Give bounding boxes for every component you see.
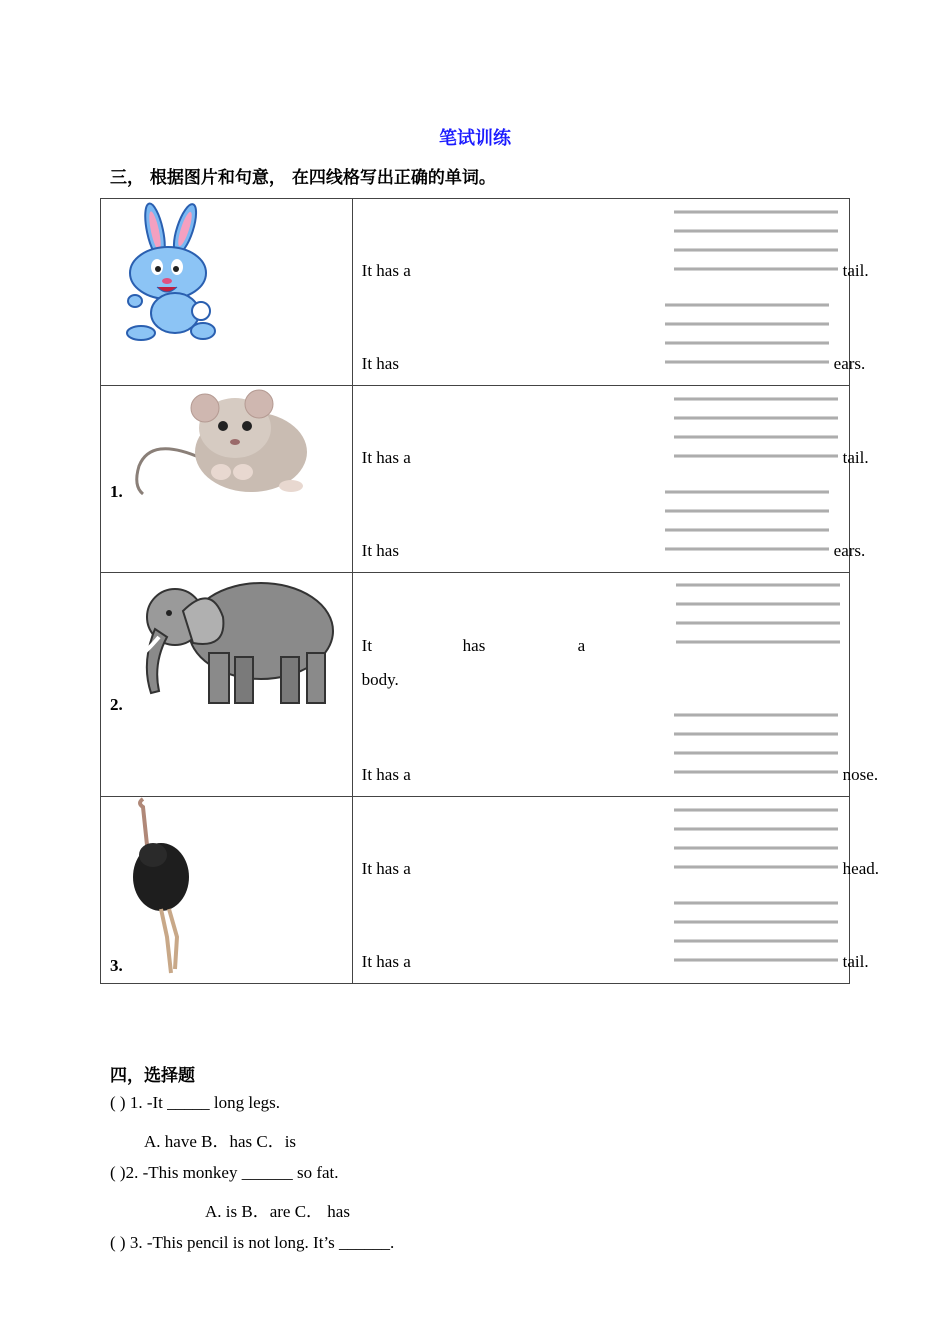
four-line-grid[interactable] bbox=[674, 210, 838, 272]
sentence-suffix: tail. bbox=[842, 952, 869, 971]
sentence-suffix: ears. bbox=[833, 541, 866, 560]
picture-cell bbox=[101, 797, 353, 984]
table-row bbox=[101, 573, 850, 797]
item-number: 1. bbox=[110, 482, 123, 501]
picture-cell bbox=[101, 386, 353, 573]
four-line-grid[interactable] bbox=[674, 713, 838, 775]
sentence-cell bbox=[352, 797, 879, 984]
sentence-prefix: It has a bbox=[361, 448, 411, 467]
page-title: 笔试训练 bbox=[439, 128, 511, 149]
sentence-prefix: It has a bbox=[361, 261, 411, 280]
table-row bbox=[101, 797, 850, 984]
mouse-icon bbox=[131, 386, 311, 498]
item-number: 3. bbox=[110, 956, 123, 975]
picture-cell bbox=[101, 573, 353, 797]
sentence-suffix: head. bbox=[842, 859, 879, 878]
sentence-cell bbox=[352, 199, 869, 386]
sentence-suffix: body. bbox=[361, 670, 399, 689]
sentence-prefix: It has a bbox=[361, 765, 411, 784]
question-1-options: A. have B．has C．is bbox=[144, 1132, 297, 1151]
sentence-suffix: ears. bbox=[833, 354, 866, 373]
four-line-grid[interactable] bbox=[676, 583, 840, 645]
sentence-suffix: tail. bbox=[842, 261, 869, 280]
sentence-prefix: It has bbox=[361, 541, 399, 560]
picture-cell bbox=[101, 199, 353, 386]
sentence-prefix: It has bbox=[361, 354, 399, 373]
exercise-table bbox=[100, 198, 879, 984]
question-2-options: A. is B．are C． has bbox=[205, 1202, 350, 1221]
four-line-grid[interactable] bbox=[674, 397, 838, 459]
sentence-word: It bbox=[361, 636, 373, 655]
four-line-grid[interactable] bbox=[665, 303, 829, 365]
sentence-word: has bbox=[462, 636, 486, 655]
sentence-cell bbox=[352, 386, 869, 573]
sentence-suffix: tail. bbox=[842, 448, 869, 467]
question-2: ( )2. -This monkey ______ so fat. bbox=[110, 1163, 339, 1182]
sentence-word: a bbox=[577, 636, 586, 655]
question-3: ( ) 3. -This pencil is not long. It’s ______. bbox=[110, 1233, 395, 1252]
four-line-grid[interactable] bbox=[674, 808, 838, 870]
table-row bbox=[101, 199, 850, 386]
four-line-grid[interactable] bbox=[674, 901, 838, 963]
question-1: ( ) 1. -It _____ long legs. bbox=[110, 1093, 280, 1112]
four-line-grid[interactable] bbox=[665, 490, 829, 552]
sentence-prefix: It has a bbox=[361, 952, 411, 971]
item-number: 2. bbox=[110, 695, 123, 714]
sentence-suffix: nose. bbox=[842, 765, 879, 784]
elephant-icon bbox=[131, 573, 341, 713]
ostrich-icon bbox=[131, 797, 201, 975]
sentence-prefix: It has a bbox=[361, 859, 411, 878]
section-4-heading: 四，选择题 bbox=[110, 1066, 195, 1086]
sentence-cell bbox=[352, 573, 879, 797]
rabbit-icon bbox=[113, 201, 223, 346]
table-row bbox=[101, 386, 850, 573]
section-3-heading: 三， 根据图片和句意， 在四线格写出正确的单词。 bbox=[110, 168, 496, 188]
